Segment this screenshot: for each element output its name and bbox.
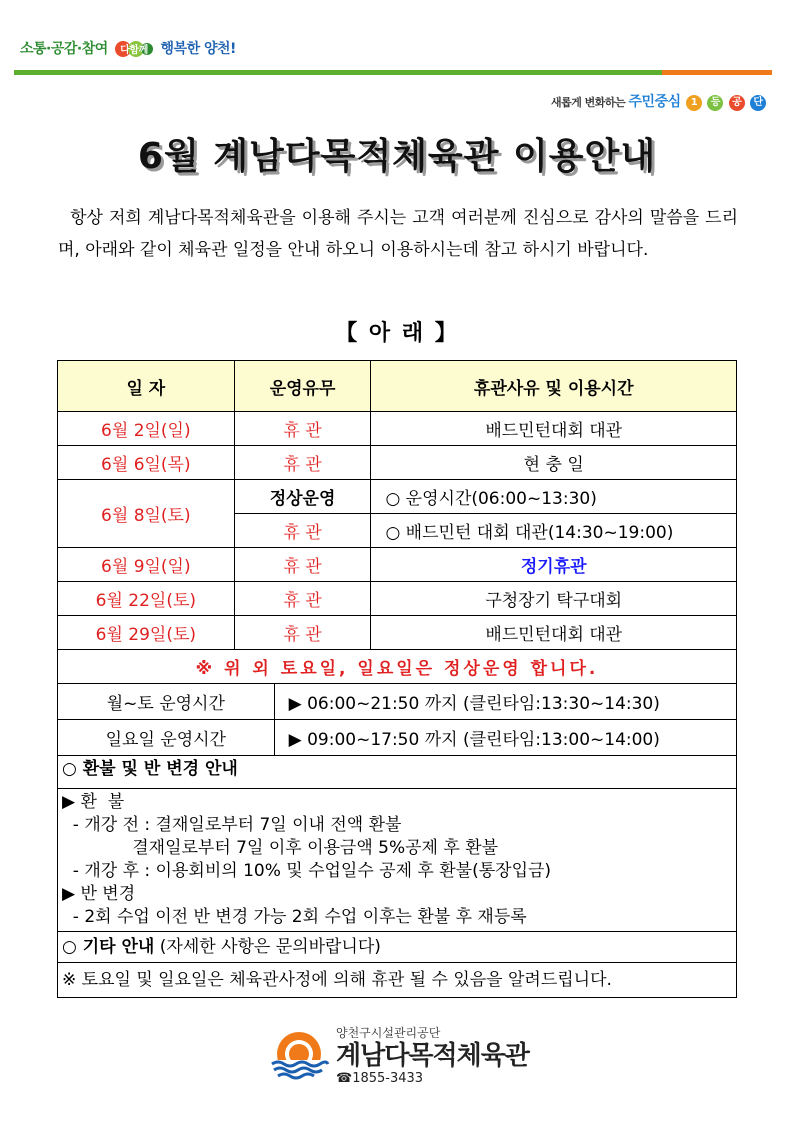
refund-heading-box xyxy=(57,750,737,789)
tagline-num: 1 xyxy=(686,95,702,111)
refund-line: - 2회 수업 이전 반 변경 가능 2회 수업 이후는 환불 후 재등록 xyxy=(62,907,527,927)
schedule-table xyxy=(57,360,737,756)
refund-details xyxy=(57,789,737,932)
footer xyxy=(336,1024,529,1086)
etc-heading-note: (자세한 사항은 문의바랍니다) xyxy=(159,937,381,957)
table-row xyxy=(58,480,737,514)
tagline-circle-3: 단 xyxy=(750,95,766,111)
dahamkke-logo xyxy=(114,40,154,58)
row-reason: ○ 배드민턴 대회 대관(14:30~19:00) xyxy=(371,514,737,548)
etc-heading: ○ 기타 안내 xyxy=(62,937,155,957)
slogan-part1: 소통·공감·참여 xyxy=(20,41,108,57)
hours-label: 월~토 운영시간 xyxy=(58,684,275,720)
header-reason: 휴관사유 및 이용시간 xyxy=(371,361,737,412)
row-status: 휴 관 xyxy=(234,446,371,480)
header-status: 운영유무 xyxy=(234,361,371,412)
slogan xyxy=(20,38,236,58)
row-status: 휴 관 xyxy=(234,582,371,616)
table-header xyxy=(58,361,737,412)
footer-phone: ☎1855-3433 xyxy=(336,1071,424,1086)
row-reason: 구청장기 탁구대회 xyxy=(371,582,737,616)
footer-name: 계남다목적체육관 xyxy=(336,1041,529,1071)
tagline xyxy=(551,91,766,111)
refund-line: ▶ 환 불 xyxy=(62,792,125,812)
etc-note-box xyxy=(57,962,737,998)
weekend-warning: ※ 위 외 토요일, 일요일은 정상운영 합니다. xyxy=(58,650,737,684)
row-date: 6월 9일(일) xyxy=(58,548,235,582)
refund-line: - 개강 전 : 결재일로부터 7일 이내 전액 환불 xyxy=(62,815,402,835)
row-reason: 현 충 일 xyxy=(371,446,737,480)
intro-paragraph: 항상 저희 계남다목적체육관을 이용해 주시는 고객 여러분께 진심으로 감사의 말씀을 드리며, 아래와 같이 체육관 일정을 안내 하오니 이용하시는데 참고 하시기 바랍니다. xyxy=(58,208,739,260)
notice-heading: 【 아 래 】 xyxy=(335,321,459,346)
header-date: 일 자 xyxy=(58,361,235,412)
table-row xyxy=(58,548,737,582)
refund-line: ▶ 반 변경 xyxy=(62,884,136,904)
row-reason: 정기휴관 xyxy=(371,548,737,582)
refund-heading: ○ 환불 및 반 변경 안내 xyxy=(62,759,238,779)
slogan-part2: 다함께 xyxy=(120,45,148,56)
row-date: 6월 22일(토) xyxy=(58,582,235,616)
gymnasium-logo-icon xyxy=(268,1030,330,1086)
row-date: 6월 2일(일) xyxy=(58,412,235,446)
row-status: 휴 관 xyxy=(234,514,371,548)
row-reason: 배드민턴대회 대관 xyxy=(371,616,737,650)
hours-value: ▶ 09:00~17:50 까지 (클린타임:13:00~14:00) xyxy=(274,720,736,756)
tagline-prefix: 새롭게 변화하는 xyxy=(550,96,626,109)
table-row xyxy=(58,446,737,480)
etc-note: ※ 토요일 및 일요일은 체육관사정에 의해 휴관 될 수 있음을 알려드립니다. xyxy=(62,970,612,990)
table-row xyxy=(58,412,737,446)
footer-org: 양천구시설관리공단 xyxy=(336,1026,441,1040)
hours-label: 일요일 운영시간 xyxy=(58,720,275,756)
row-status: 휴 관 xyxy=(234,412,371,446)
etc-heading-box xyxy=(57,931,737,963)
row-reason: 배드민턴대회 대관 xyxy=(371,412,737,446)
page-title: 6월 계남다목적체육관 이용안내 xyxy=(137,136,657,177)
row-date: 6월 6일(목) xyxy=(58,446,235,480)
row-status: 휴 관 xyxy=(234,548,371,582)
table-row xyxy=(58,616,737,650)
row-date: 6월 29일(토) xyxy=(58,616,235,650)
slogan-part3: 행복한 양천! xyxy=(160,41,236,57)
header-divider xyxy=(14,70,772,75)
tagline-circle-2: 공 xyxy=(729,95,745,111)
refund-line: 결재일로부터 7일 이후 이용금액 5%공제 후 환불 xyxy=(62,838,499,858)
row-date: 6월 8일(토) xyxy=(58,480,235,548)
row-status: 정상운영 xyxy=(234,480,371,514)
hours-value: ▶ 06:00~21:50 까지 (클린타임:13:30~14:30) xyxy=(274,684,736,720)
table-row xyxy=(58,582,737,616)
tagline-main: 주민중심 xyxy=(628,94,681,110)
row-reason: ○ 운영시간(06:00~13:30) xyxy=(371,480,737,514)
warning-row xyxy=(58,650,737,684)
refund-line: - 개강 후 : 이용회비의 10% 및 수업일수 공제 후 환불(통장입금) xyxy=(62,861,552,881)
hours-row xyxy=(58,684,737,720)
row-status: 휴 관 xyxy=(234,616,371,650)
tagline-circle-1: 등 xyxy=(707,95,723,111)
